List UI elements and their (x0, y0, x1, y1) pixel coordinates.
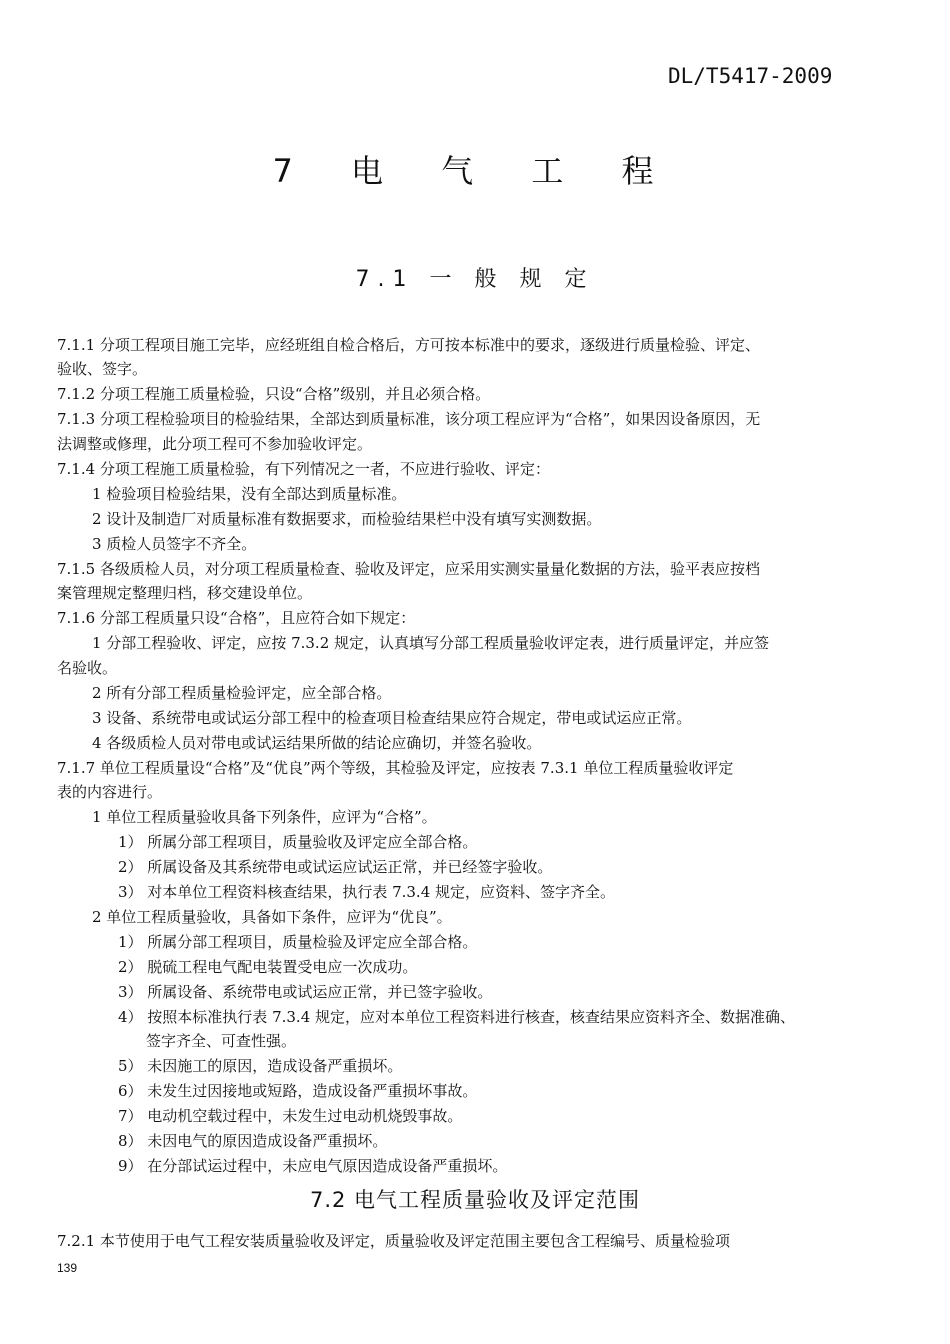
text-line: 名验收。 (57, 659, 118, 677)
text-line: 2 设计及制造厂对质量标准有数据要求，而检验结果栏中没有填写实测数据。 (92, 510, 602, 528)
text-line: 表的内容进行。 (57, 783, 163, 801)
text-line: 7.1.5 各级质检人员，对分项工程质量检查、验收及评定，应采用实测实量量化数据的方法，验平表应按档 (57, 560, 760, 578)
text-line: 4） 按照本标准执行表 7.3.4 规定，应对本单位工程资料进行核查，核查结果应资料齐全、数据准确、 (118, 1008, 796, 1026)
text-line: 案管理规定整理归档，移交建设单位。 (57, 584, 313, 602)
text-line: 7.1.4 分项工程施工质量检验，有下列情况之一者，不应进行验收、评定： (57, 460, 550, 478)
text-line: 1） 所属分部工程项目，质量验收及评定应全部合格。 (118, 833, 478, 851)
text-line: 9） 在分部试运过程中，未应电气原因造成设备严重损坏。 (118, 1157, 508, 1175)
chapter-title: 7 电 气 工 程 (272, 152, 678, 190)
page-number: 139 (57, 1261, 78, 1275)
section-title-7-1: 7.1 一 般 规 定 (355, 267, 595, 292)
text-line: 4 各级质检人员对带电或试运结果所做的结论应确切，并签名验收。 (92, 734, 542, 752)
text-line: 3） 所属设备、系统带电或试运应正常，并已签字验收。 (118, 983, 493, 1001)
standard-code: DL/T5417-2009 (668, 64, 833, 88)
text-line: 3 设备、系统带电或试运分部工程中的检查项目检查结果应符合规定，带电或试运应正常。 (92, 709, 692, 727)
text-line: 2） 所属设备及其系统带电或试运应试运正常，并已经签字验收。 (118, 858, 553, 876)
text-line: 验收、签字。 (57, 360, 148, 378)
text-line: 1 检验项目检验结果，没有全部达到质量标准。 (92, 485, 407, 503)
text-line: 签字齐全、可查性强。 (146, 1032, 297, 1050)
text-line: 2） 脱硫工程电气配电装置受电应一次成功。 (118, 958, 418, 976)
text-line: 8） 未因电气的原因造成设备严重损坏。 (118, 1132, 388, 1150)
section-title-7-2: 7.2 电气工程质量验收及评定范围 (309, 1188, 641, 1212)
text-line: 7.1.6 分部工程质量只设“合格”，且应符合如下规定： (57, 609, 416, 627)
text-line: 3） 对本单位工程资料核查结果，执行表 7.3.4 规定，应资料、签字齐全。 (118, 883, 616, 901)
text-line: 1） 所属分部工程项目，质量检验及评定应全部合格。 (118, 933, 478, 951)
text-line: 5） 未因施工的原因，造成设备严重损坏。 (118, 1057, 403, 1075)
text-line: 7.1.3 分项工程检验项目的检验结果，全部达到质量标准，该分项工程应评为“合格”，如果因设备原因，无 (57, 410, 761, 428)
text-line: 7.1.1 分项工程项目施工完毕，应经班组自检合格后，方可按本标准中的要求，逐级进行质量检验、评定、 (57, 336, 760, 354)
text-line: 3 质检人员签字不齐全。 (92, 535, 257, 553)
text-line: 法调整或修理，此分项工程可不参加验收评定。 (57, 435, 373, 453)
text-line: 6） 未发生过因接地或短路，造成设备严重损坏事故。 (118, 1082, 478, 1100)
text-line: 2 单位工程质量验收，具备如下条件，应评为“优良”。 (92, 908, 452, 926)
text-line: 1 分部工程验收、评定，应按 7.3.2 规定，认真填写分部工程质量验收评定表，进行质量评定，并应签 (92, 634, 770, 652)
text-line: 7.1.2 分项工程施工质量检验，只设“合格”级别，并且必须合格。 (57, 385, 491, 403)
text-line: 7.2.1 本节使用于电气工程安装质量验收及评定，质量验收及评定范围主要包含工程编号、质量检验项 (57, 1232, 730, 1250)
text-line: 1 单位工程质量验收具备下列条件，应评为“合格”。 (92, 808, 437, 826)
text-line: 7.1.7 单位工程质量设“合格”及“优良”两个等级，其检验及评定，应按表 7.3.1 单位工程质量验收评定 (57, 759, 734, 777)
text-line: 2 所有分部工程质量检验评定，应全部合格。 (92, 684, 392, 702)
text-line: 7） 电动机空载过程中，未发生过电动机烧毁事故。 (118, 1107, 463, 1125)
